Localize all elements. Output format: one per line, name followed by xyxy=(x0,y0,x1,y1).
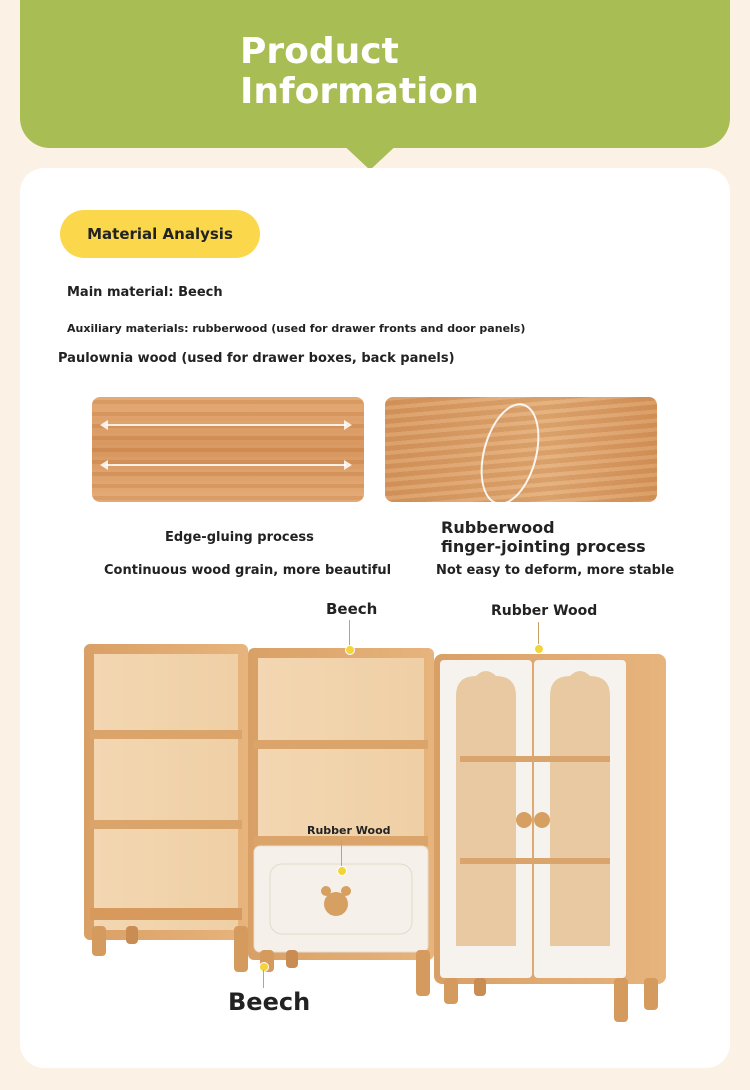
callout-leader-line xyxy=(341,840,342,868)
callout-leader-line xyxy=(538,622,539,646)
callout-drawer-rubber-wood: Rubber Wood xyxy=(307,824,391,837)
grain-arrow-icon xyxy=(106,424,346,426)
main-material-text: Main material: Beech xyxy=(67,285,223,300)
callout-rubber-wood: Rubber Wood xyxy=(491,603,598,619)
callout-dot-icon xyxy=(345,645,355,655)
paulownia-material-text: Paulownia wood (used for drawer boxes, back panels) xyxy=(58,351,455,366)
process-title-finger-jointing xyxy=(441,518,646,556)
callout-dot-icon xyxy=(259,962,269,972)
page-title-line2: Information xyxy=(240,71,479,112)
process-caption-finger-jointing: Not easy to deform, more stable xyxy=(436,563,675,578)
process-caption-edge-gluing: Continuous wood grain, more beautiful xyxy=(104,563,392,578)
callout-top-beech: Beech xyxy=(326,600,378,618)
auxiliary-material-text: Auxiliary materials: rubberwood (used for drawer fronts and door panels) xyxy=(67,322,526,335)
page-title xyxy=(240,32,479,112)
callout-bottom-beech: Beech xyxy=(228,988,311,1016)
edge-glued-wood-image xyxy=(92,397,364,502)
process-title-edge-gluing: Edge-gluing process xyxy=(165,530,314,545)
grain-arrow-icon xyxy=(106,464,346,466)
callout-leader-line xyxy=(349,620,350,648)
page-title-line1: Product xyxy=(240,31,399,72)
banner-notch xyxy=(338,140,402,170)
callout-dot-icon xyxy=(337,866,347,876)
callout-leader-line xyxy=(263,970,264,988)
section-label: Material Analysis xyxy=(60,210,260,258)
process-title-line2: finger-jointing process xyxy=(441,537,646,556)
callout-dot-icon xyxy=(534,644,544,654)
process-title-line1: Rubberwood xyxy=(441,518,555,537)
